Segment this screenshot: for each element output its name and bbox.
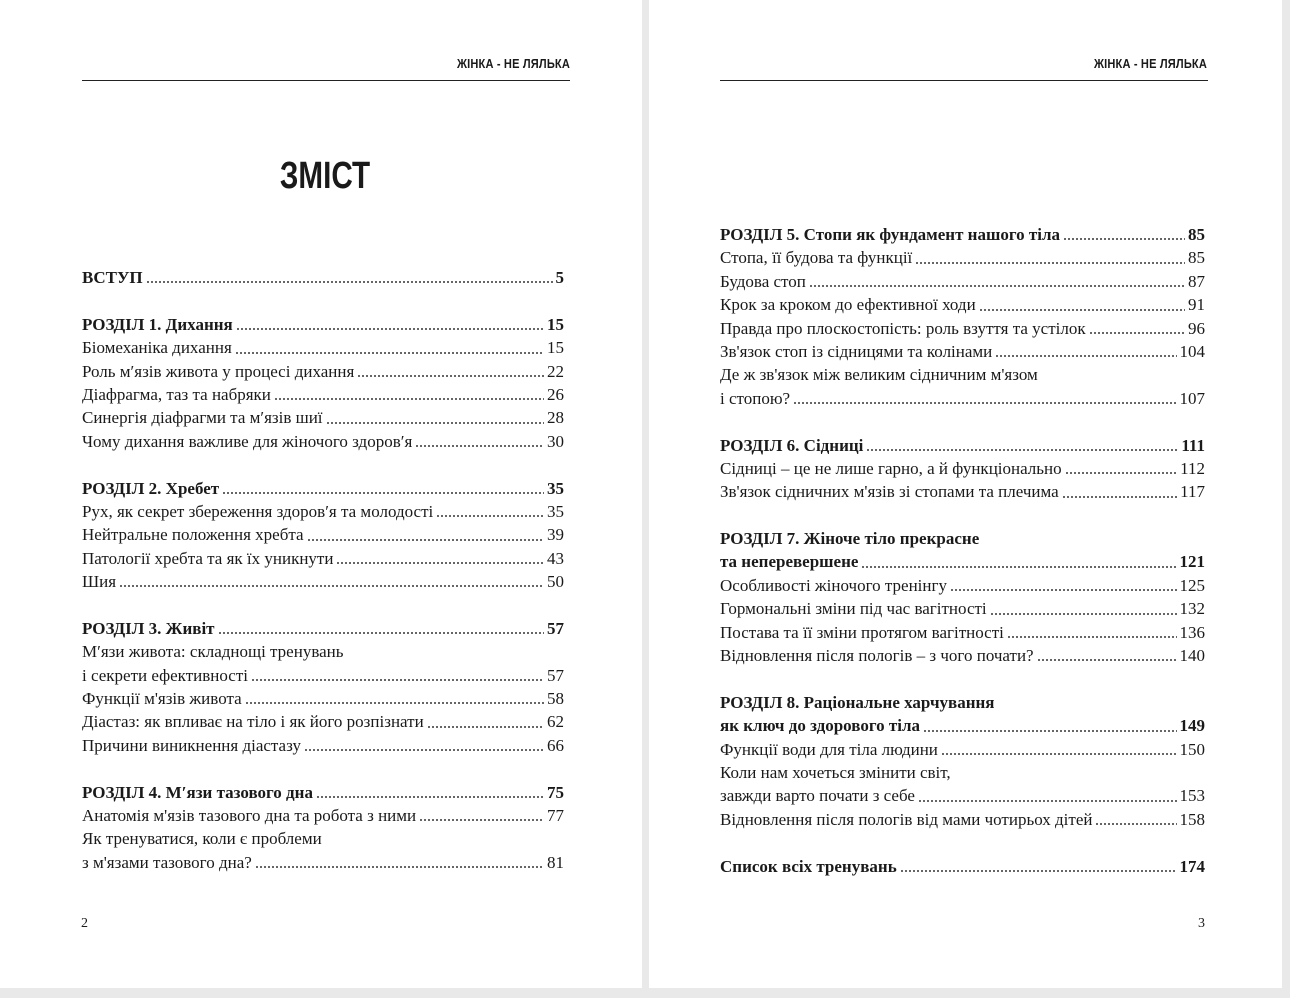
entry-page-number: 81 bbox=[547, 852, 564, 872]
toc-entry[interactable] bbox=[720, 808, 1205, 831]
dot-leader bbox=[415, 445, 544, 447]
entry-title: Як тренуватися, коли є проблеми bbox=[82, 829, 322, 849]
toc-entry[interactable] bbox=[720, 621, 1205, 644]
entry-title: Будова стоп bbox=[720, 271, 806, 291]
entry-page-number: 132 bbox=[1179, 599, 1205, 619]
toc-line bbox=[82, 804, 564, 827]
dot-leader bbox=[326, 422, 544, 424]
dot-leader bbox=[900, 870, 1177, 872]
toc-entry[interactable] bbox=[82, 710, 564, 733]
toc-line bbox=[720, 574, 1205, 597]
toc-line bbox=[82, 827, 564, 850]
entry-page-number: 57 bbox=[547, 665, 564, 685]
toc-entry[interactable] bbox=[82, 430, 564, 453]
dot-leader bbox=[923, 730, 1177, 732]
header-rule bbox=[82, 80, 570, 81]
dot-leader bbox=[251, 679, 544, 681]
dot-leader bbox=[1065, 472, 1177, 474]
toc-chapter-entry[interactable] bbox=[82, 781, 564, 804]
dot-leader bbox=[274, 398, 544, 400]
entry-page-number: 117 bbox=[1180, 482, 1205, 502]
dot-leader bbox=[419, 819, 544, 821]
section-spacer bbox=[720, 667, 1205, 690]
entry-title: Нейтральне положення хребта bbox=[82, 525, 304, 545]
toc-entry[interactable] bbox=[720, 574, 1205, 597]
page-number: 2 bbox=[81, 916, 88, 931]
dot-leader bbox=[866, 449, 1178, 451]
toc-entry[interactable] bbox=[720, 340, 1205, 363]
entry-page-number: 50 bbox=[547, 572, 564, 592]
toc-line bbox=[82, 781, 564, 804]
dot-leader bbox=[1063, 238, 1185, 240]
toc-entry[interactable] bbox=[720, 761, 1205, 808]
entry-title: Синергія діафрагми та м′язів шиї bbox=[82, 408, 323, 428]
toc-line bbox=[720, 223, 1205, 246]
header-rule bbox=[720, 80, 1208, 81]
toc-chapter-entry[interactable] bbox=[720, 434, 1205, 457]
entry-title: Відновлення після пологів від мами чотирьох дітей bbox=[720, 809, 1093, 829]
toc-entry[interactable] bbox=[82, 827, 564, 874]
dot-leader bbox=[245, 702, 544, 704]
toc-list bbox=[82, 266, 564, 874]
dot-leader bbox=[218, 632, 544, 634]
entry-title: та неперевершене bbox=[720, 552, 859, 572]
entry-title: РОЗДІЛ 3. Живіт bbox=[82, 618, 215, 638]
entry-title: Анатомія м'язів тазового дна та робота з ними bbox=[82, 805, 417, 825]
toc-line bbox=[720, 293, 1205, 316]
entry-page-number: 149 bbox=[1179, 716, 1205, 736]
toc-line bbox=[720, 340, 1205, 363]
toc-line bbox=[82, 851, 564, 874]
toc-line bbox=[82, 617, 564, 640]
entry-page-number: 153 bbox=[1179, 786, 1205, 806]
dot-leader bbox=[436, 515, 544, 517]
toc-line bbox=[720, 246, 1205, 269]
toc-entry[interactable] bbox=[720, 480, 1205, 503]
dot-leader bbox=[357, 375, 544, 377]
entry-page-number: 57 bbox=[547, 618, 564, 638]
toc-line bbox=[82, 360, 564, 383]
toc-line bbox=[82, 313, 564, 336]
toc-entry[interactable] bbox=[82, 804, 564, 827]
entry-page-number: 58 bbox=[547, 689, 564, 709]
entry-title: РОЗДІЛ 5. Стопи як фундамент нашого тіла bbox=[720, 225, 1060, 244]
toc-line bbox=[82, 640, 564, 663]
dot-leader bbox=[1095, 823, 1176, 825]
dot-leader bbox=[1007, 636, 1177, 638]
entry-page-number: 87 bbox=[1188, 271, 1205, 291]
running-head: ЖІНКА - НЕ ЛЯЛЬКА bbox=[456, 56, 570, 71]
entry-page-number: 112 bbox=[1180, 458, 1205, 478]
entry-title: Правда про плоскостопість: роль взуття та устілок bbox=[720, 318, 1086, 338]
dot-leader bbox=[146, 281, 553, 283]
entry-title: Крок за кроком до ефективної ходи bbox=[720, 295, 976, 315]
toc-list bbox=[720, 223, 1205, 878]
entry-title: Чому дихання важливе для жіночого здоров′я bbox=[82, 431, 413, 451]
toc-line bbox=[720, 597, 1205, 620]
dot-leader bbox=[119, 585, 544, 587]
entry-title: Коли нам хочеться змінити світ, bbox=[720, 762, 951, 782]
toc-chapter-entry[interactable] bbox=[720, 691, 1205, 738]
toc-line bbox=[720, 363, 1205, 386]
left-page bbox=[0, 0, 642, 988]
toc-line bbox=[82, 687, 564, 710]
entry-page-number: 96 bbox=[1188, 318, 1205, 338]
toc-chapter-entry[interactable] bbox=[720, 223, 1205, 246]
toc-line bbox=[720, 480, 1205, 503]
toc-line bbox=[82, 336, 564, 359]
entry-page-number: 15 bbox=[547, 338, 564, 358]
toc-chapter-entry[interactable] bbox=[82, 477, 564, 500]
entry-title: Шия bbox=[82, 572, 117, 592]
dot-leader bbox=[316, 796, 544, 798]
toc-entry[interactable] bbox=[720, 597, 1205, 620]
toc-line bbox=[82, 266, 564, 289]
entry-title: Зв'язок стоп із сідницями та колінами bbox=[720, 341, 993, 361]
dot-leader bbox=[307, 539, 544, 541]
dot-leader bbox=[235, 352, 544, 354]
toc-entry[interactable] bbox=[82, 336, 564, 359]
page-number: 3 bbox=[1198, 916, 1205, 931]
entry-page-number: 15 bbox=[547, 314, 564, 334]
right-page bbox=[649, 0, 1282, 988]
entry-page-number: 35 bbox=[547, 501, 564, 521]
dot-leader bbox=[336, 562, 544, 564]
toc-entry[interactable] bbox=[720, 246, 1205, 269]
dot-leader bbox=[861, 566, 1176, 568]
entry-page-number: 28 bbox=[547, 408, 564, 428]
dot-leader bbox=[793, 402, 1176, 404]
toc-line bbox=[720, 784, 1205, 807]
toc-entry[interactable] bbox=[82, 734, 564, 757]
toc-chapter-entry[interactable] bbox=[82, 617, 564, 640]
entry-page-number: 140 bbox=[1179, 646, 1205, 666]
entry-title: Стопа, її будова та функції bbox=[720, 248, 913, 268]
entry-title: Список всіх тренувань bbox=[720, 856, 897, 876]
toc-entry[interactable] bbox=[82, 523, 564, 546]
toc-entry[interactable] bbox=[720, 270, 1205, 293]
section-spacer bbox=[720, 831, 1205, 854]
entry-title: РОЗДІЛ 8. Раціональне харчування bbox=[720, 692, 995, 712]
toc-line bbox=[720, 691, 1205, 714]
entry-title: і стопою? bbox=[720, 388, 791, 408]
toc-line bbox=[720, 644, 1205, 667]
entry-title: і секрети ефективності bbox=[82, 665, 248, 685]
section-spacer bbox=[82, 289, 564, 312]
section-spacer bbox=[720, 504, 1205, 527]
entry-title: Діафрагма, таз та набряки bbox=[82, 384, 271, 404]
entry-page-number: 26 bbox=[547, 384, 564, 404]
entry-title: Патології хребта та як їх уникнути bbox=[82, 548, 334, 568]
entry-page-number: 66 bbox=[547, 735, 564, 755]
entry-title: РОЗДІЛ 2. Хребет bbox=[82, 478, 220, 498]
entry-title: Особливості жіночого тренінгу bbox=[720, 575, 947, 595]
entry-page-number: 111 bbox=[1181, 435, 1205, 455]
entry-page-number: 30 bbox=[547, 431, 564, 451]
dot-leader bbox=[918, 800, 1177, 802]
toc-entry[interactable] bbox=[82, 640, 564, 687]
running-head: ЖІНКА - НЕ ЛЯЛЬКА bbox=[1093, 56, 1207, 71]
entry-title: РОЗДІЛ 6. Сідниці bbox=[720, 435, 864, 455]
toc-line bbox=[720, 621, 1205, 644]
entry-title: Біомеханіка дихання bbox=[82, 338, 232, 358]
toc-line bbox=[82, 710, 564, 733]
toc-line bbox=[720, 738, 1205, 761]
toc-entry[interactable] bbox=[82, 570, 564, 593]
toc-entry[interactable] bbox=[720, 317, 1205, 340]
entry-title: Діастаз: як впливає на тіло і як його розпізнати bbox=[82, 712, 424, 732]
entry-title: РОЗДІЛ 7. Жіноче тіло прекрасне bbox=[720, 529, 980, 549]
entry-title: Постава та її зміни протягом вагітності bbox=[720, 622, 1004, 642]
toc-entry[interactable] bbox=[720, 293, 1205, 316]
entry-page-number: 22 bbox=[547, 361, 564, 381]
toc-line bbox=[720, 550, 1205, 573]
entry-title: Гормональні зміни під час вагітності bbox=[720, 599, 987, 619]
entry-page-number: 62 bbox=[547, 712, 564, 732]
dot-leader bbox=[236, 328, 544, 330]
dot-leader bbox=[995, 355, 1176, 357]
section-spacer bbox=[720, 410, 1205, 433]
section-spacer bbox=[82, 593, 564, 616]
dot-leader bbox=[990, 613, 1177, 615]
dot-leader bbox=[979, 309, 1185, 311]
entry-page-number: 35 bbox=[547, 478, 564, 498]
toc-line bbox=[720, 434, 1205, 457]
dot-leader bbox=[941, 753, 1177, 755]
entry-title: ВСТУП bbox=[82, 268, 143, 287]
section-spacer bbox=[82, 453, 564, 476]
dot-leader bbox=[1037, 659, 1177, 661]
dot-leader bbox=[255, 866, 544, 868]
entry-title: з м'язами тазового дна? bbox=[82, 852, 252, 872]
entry-page-number: 85 bbox=[1188, 225, 1205, 244]
dot-leader bbox=[1062, 496, 1177, 498]
toc-entry[interactable] bbox=[720, 363, 1205, 410]
entry-page-number: 85 bbox=[1188, 248, 1205, 268]
entry-title: завжди варто почати з себе bbox=[720, 786, 915, 806]
toc-line bbox=[82, 570, 564, 593]
entry-page-number: 5 bbox=[555, 268, 564, 287]
toc-line bbox=[82, 477, 564, 500]
dot-leader bbox=[222, 492, 544, 494]
entry-title: Функції води для тіла людини bbox=[720, 739, 938, 759]
toc-line bbox=[720, 270, 1205, 293]
toc-entry[interactable] bbox=[82, 406, 564, 429]
toc-line bbox=[82, 523, 564, 546]
entry-page-number: 39 bbox=[547, 525, 564, 545]
entry-page-number: 43 bbox=[547, 548, 564, 568]
entry-page-number: 77 bbox=[547, 805, 564, 825]
toc-line bbox=[720, 457, 1205, 480]
entry-page-number: 136 bbox=[1179, 622, 1205, 642]
toc-chapter-entry[interactable] bbox=[720, 527, 1205, 574]
entry-page-number: 174 bbox=[1179, 856, 1205, 876]
entry-title: РОЗДІЛ 4. М′язи тазового дна bbox=[82, 782, 313, 802]
toc-entry[interactable] bbox=[82, 687, 564, 710]
toc-entry[interactable] bbox=[82, 547, 564, 570]
dot-leader bbox=[950, 589, 1177, 591]
entry-title: Зв'язок сідничних м'язів зі стопами та плечима bbox=[720, 482, 1059, 502]
toc-line bbox=[720, 855, 1205, 878]
toc-line bbox=[720, 387, 1205, 410]
dot-leader bbox=[304, 749, 544, 751]
toc-line bbox=[82, 547, 564, 570]
entry-title: Сідниці – це не лише гарно, а й функціонально bbox=[720, 458, 1062, 478]
entry-page-number: 91 bbox=[1188, 295, 1205, 315]
entry-title: Де ж зв'язок між великим сідничним м'язом bbox=[720, 365, 1038, 385]
entry-title: Функції м'язів живота bbox=[82, 689, 242, 709]
toc-line bbox=[720, 761, 1205, 784]
toc-chapter-entry[interactable] bbox=[82, 266, 564, 289]
entry-title: як ключ до здорового тіла bbox=[720, 716, 920, 736]
entry-title: Причини виникнення діастазу bbox=[82, 735, 301, 755]
entry-title: М′язи живота: складнощі тренувань bbox=[82, 642, 344, 662]
entry-page-number: 125 bbox=[1179, 575, 1205, 595]
entry-title: РОЗДІЛ 1. Дихання bbox=[82, 314, 233, 334]
dot-leader bbox=[809, 285, 1185, 287]
toc-line bbox=[720, 808, 1205, 831]
section-spacer bbox=[82, 757, 564, 780]
toc-chapter-entry[interactable] bbox=[82, 313, 564, 336]
toc-line bbox=[82, 430, 564, 453]
entry-page-number: 104 bbox=[1179, 341, 1205, 361]
dot-leader bbox=[915, 262, 1185, 264]
dot-leader bbox=[1089, 332, 1185, 334]
toc-line bbox=[720, 317, 1205, 340]
toc-chapter-entry[interactable] bbox=[720, 855, 1205, 878]
entry-page-number: 150 bbox=[1179, 739, 1205, 759]
toc-line bbox=[82, 500, 564, 523]
dot-leader bbox=[427, 726, 544, 728]
toc-entry[interactable] bbox=[82, 360, 564, 383]
page-title: ЗМІСТ bbox=[279, 155, 371, 197]
toc-entry[interactable] bbox=[720, 457, 1205, 480]
entry-title: Рух, як секрет збереження здоров′я та молодості bbox=[82, 501, 434, 521]
toc-line bbox=[82, 664, 564, 687]
toc-entry[interactable] bbox=[720, 738, 1205, 761]
toc-entry[interactable] bbox=[720, 644, 1205, 667]
entry-page-number: 107 bbox=[1179, 388, 1205, 408]
toc-line bbox=[82, 734, 564, 757]
entry-page-number: 75 bbox=[547, 782, 564, 802]
toc-line bbox=[720, 527, 1205, 550]
toc-line bbox=[720, 714, 1205, 737]
entry-title: Відновлення після пологів – з чого почати? bbox=[720, 646, 1034, 666]
entry-page-number: 121 bbox=[1179, 552, 1205, 572]
entry-title: Роль м′язів живота у процесі дихання bbox=[82, 361, 355, 381]
toc-entry[interactable] bbox=[82, 383, 564, 406]
toc-line bbox=[82, 383, 564, 406]
entry-page-number: 158 bbox=[1179, 809, 1205, 829]
toc-entry[interactable] bbox=[82, 500, 564, 523]
toc-line bbox=[82, 406, 564, 429]
